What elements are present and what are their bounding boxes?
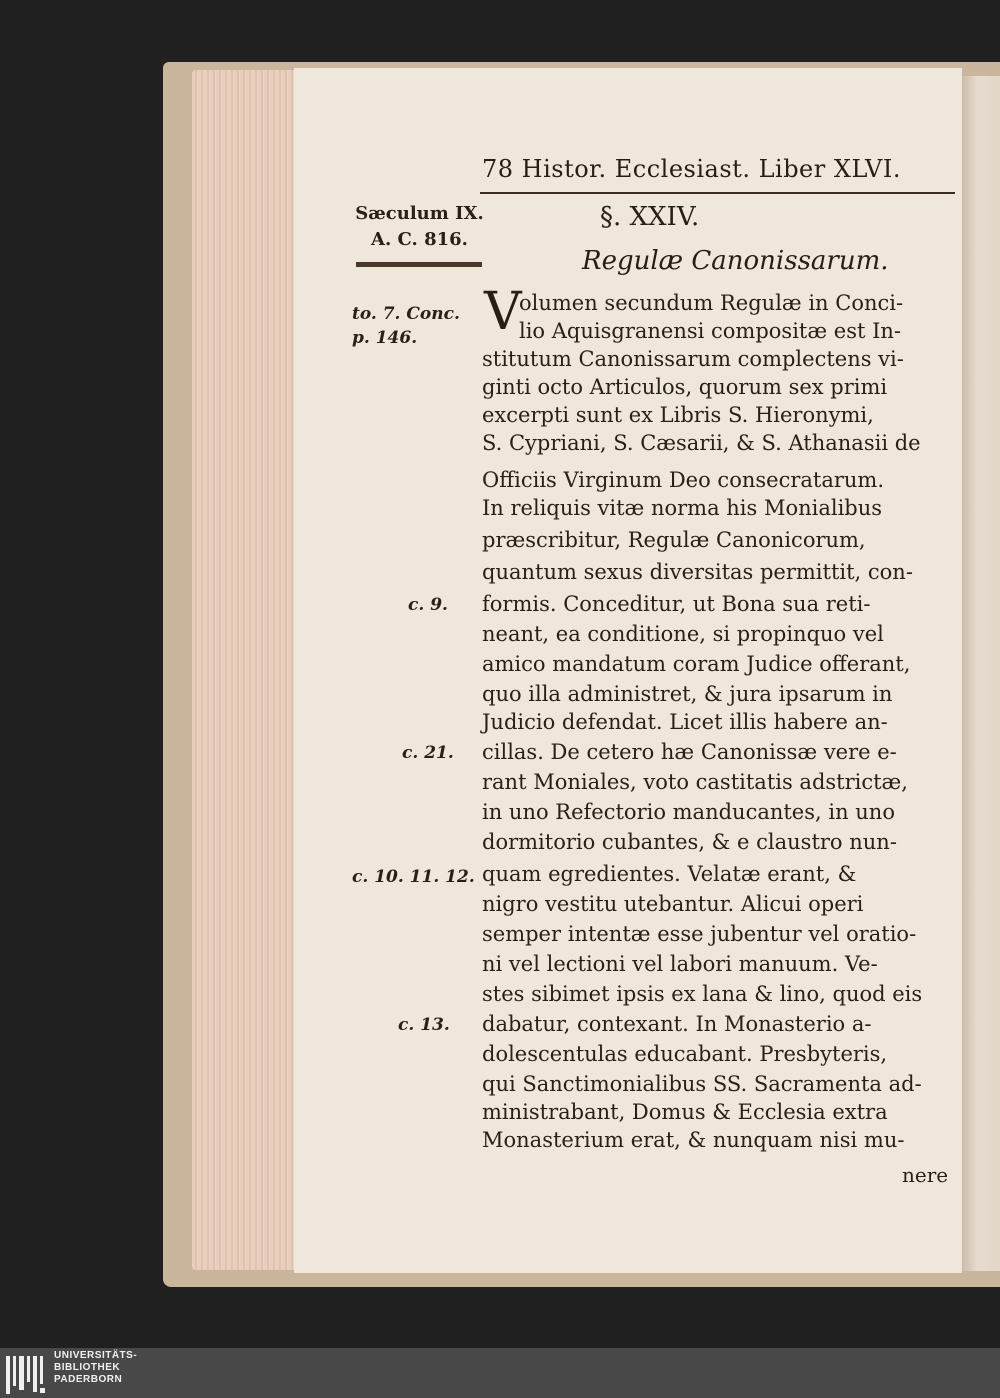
- side-note-chapter: c. 9.: [408, 595, 448, 615]
- text-line: præscribitur, Regulæ Canonicorum,: [482, 528, 866, 552]
- text-line: nigro vestitu utebantur. Alicui operi: [482, 892, 864, 916]
- text-line: quantum sexus diversitas permittit, con-: [482, 560, 913, 584]
- text-line: rant Moniales, voto castitatis adstrictæ,: [482, 770, 908, 794]
- text-line: cillas. De cetero hæ Canonissæ vere e-: [482, 740, 897, 764]
- facing-page-edge: [962, 76, 1000, 1271]
- section-title: Regulæ Canonissarum.: [582, 246, 889, 276]
- text-line: in uno Refectorio manducantes, in uno: [482, 800, 895, 824]
- text-line: Monasterium erat, & nunquam nisi mu-: [482, 1128, 905, 1152]
- catchword: nere: [902, 1163, 949, 1187]
- text-line: dabatur, contexant. In Monasterio a-: [482, 1012, 872, 1036]
- margin-heading-year: A. C. 816.: [371, 229, 468, 250]
- text-line: neant, ea conditione, si propinquo vel: [482, 622, 884, 646]
- side-note-council-volume: to. 7. Conc.: [352, 304, 460, 324]
- text-line: qui Sanctimonialibus SS. Sacramenta ad-: [482, 1072, 922, 1096]
- text-line: dormitorio cubantes, & e claustro nun-: [482, 830, 897, 854]
- library-name-line: BIBLIOTHEK: [54, 1362, 121, 1373]
- text-line: stitutum Canonissarum complectens vi-: [482, 347, 904, 371]
- text-line: semper intentæ esse jubentur vel oratio-: [482, 922, 917, 946]
- text-line: olumen secundum Regulæ in Conci-: [519, 291, 904, 315]
- text-line: S. Cypriani, S. Cæsarii, & S. Athanasii de: [482, 431, 921, 455]
- text-line: ministrabant, Domus & Ecclesia extra: [482, 1100, 888, 1124]
- text-line: quo illa administret, & jura ipsarum in: [482, 682, 893, 706]
- side-note-page: p. 146.: [352, 328, 418, 348]
- footer-bar: [0, 1348, 1000, 1398]
- text-line: In reliquis vitæ norma his Monialibus: [482, 496, 883, 520]
- library-name-line: PADERBORN: [54, 1374, 123, 1385]
- text-line: stes sibimet ipsis ex lana & lino, quod eis: [482, 982, 923, 1006]
- text-line: ginti octo Articulos, quorum sex primi: [482, 375, 888, 399]
- side-note-chapter: c. 13.: [398, 1015, 450, 1035]
- text-line: quam egredientes. Velatæ erant, &: [482, 862, 857, 886]
- header-rule: [480, 192, 955, 194]
- text-line: Judicio defendat. Licet illis habere an-: [482, 710, 888, 734]
- text-line: ni vel lectioni vel labori manuum. Ve-: [482, 952, 878, 976]
- text-line: lio Aquisgranensi compositæ est In-: [519, 319, 902, 343]
- side-note-chapter: c. 21.: [402, 743, 454, 763]
- text-line: formis. Conceditur, ut Bona sua reti-: [482, 592, 871, 616]
- text-line: Officiis Virginum Deo consecratarum.: [482, 468, 884, 492]
- section-number: §. XXIV.: [600, 202, 700, 232]
- margin-heading-century: Sæculum IX.: [355, 203, 484, 224]
- side-note-chapter: c. 10. 11. 12.: [352, 867, 475, 887]
- page-edges: [192, 70, 294, 1270]
- margin-rule: [356, 262, 482, 267]
- drop-cap: V: [484, 282, 522, 342]
- text-line: dolescentulas educabant. Presbyteris,: [482, 1042, 888, 1066]
- library-logo-icon: [4, 1350, 48, 1396]
- text-line: excerpti sunt ex Libris S. Hieronymi,: [482, 403, 874, 427]
- library-name-line: UNIVERSITÄTS-: [54, 1350, 138, 1361]
- text-line: amico mandatum coram Judice offerant,: [482, 652, 911, 676]
- running-head: 78 Histor. Ecclesiast. Liber XLVI.: [482, 155, 901, 183]
